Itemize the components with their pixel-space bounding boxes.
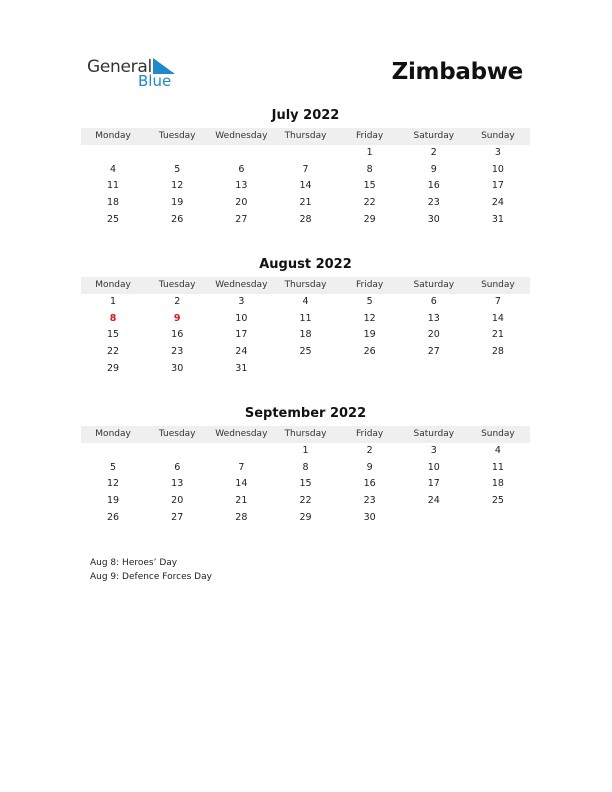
day-cell: 4: [494, 445, 501, 456]
day-cell: [402, 361, 466, 378]
day-cell: 18: [491, 478, 504, 490]
day-cell: 1: [366, 147, 373, 158]
week-row: [81, 344, 530, 361]
day-cell: [338, 361, 402, 378]
day-cell: 13: [235, 180, 248, 192]
day-cell: 6: [174, 461, 181, 473]
week-row: [81, 493, 530, 510]
day-cell: 10: [491, 163, 504, 175]
weekday-label: Sunday: [481, 280, 515, 290]
weekday-label: Saturday: [413, 429, 455, 439]
day-cell: [466, 510, 530, 527]
month-title: August 2022: [259, 257, 352, 272]
day-cell: 16: [427, 180, 440, 192]
day-cell: 10: [427, 461, 440, 473]
day-cell: 11: [299, 312, 312, 324]
weekday-label: Saturday: [413, 280, 455, 290]
day-cell: 28: [299, 213, 312, 225]
day-cell: 21: [491, 329, 504, 341]
day-cell: 21: [235, 495, 248, 507]
day-cell: 20: [171, 495, 184, 507]
day-cell: 7: [302, 163, 309, 175]
day-cell: 20: [235, 197, 248, 209]
week-row: [81, 476, 530, 493]
day-cell: 15: [107, 329, 120, 341]
day-cell: [81, 443, 145, 460]
day-cell: 9: [430, 163, 437, 175]
day-cell: 17: [235, 329, 248, 341]
day-cell: [145, 443, 209, 460]
weekday-label: Monday: [95, 280, 131, 290]
month-calendar: [81, 256, 530, 377]
day-cell: 14: [491, 312, 504, 324]
day-cell: 1: [302, 445, 309, 456]
day-cell: 16: [171, 329, 184, 341]
weekday-label: Thursday: [284, 280, 327, 290]
day-cell: 6: [430, 296, 437, 307]
weekday-header-row: [81, 128, 530, 145]
week-row: [81, 510, 530, 527]
day-cell: 19: [171, 197, 184, 209]
day-cell: 24: [427, 495, 440, 507]
day-cell: 22: [107, 346, 120, 358]
weekday-label: Monday: [95, 131, 131, 141]
day-cell: 11: [491, 461, 504, 473]
day-cell: 27: [235, 213, 248, 225]
weekday-header-row: [81, 277, 530, 294]
day-cell: 23: [427, 197, 440, 209]
day-cell: 30: [363, 511, 376, 523]
logo-blue-text: Blue: [138, 72, 172, 90]
weekday-label: Tuesday: [158, 131, 196, 141]
week-row: [81, 361, 530, 378]
week-row: [81, 195, 530, 212]
day-cell: 19: [363, 329, 376, 341]
weekday-label: Wednesday: [215, 429, 268, 439]
day-cell: 7: [238, 461, 245, 473]
day-cell: [209, 443, 273, 460]
weekday-label: Monday: [95, 429, 131, 439]
day-cell: 23: [363, 495, 376, 507]
day-cell: 15: [299, 478, 312, 490]
month-title: September 2022: [244, 406, 367, 421]
day-cell: 8: [366, 163, 373, 175]
day-cell: 31: [491, 213, 504, 225]
day-cell: 28: [235, 511, 248, 523]
day-cell: 13: [171, 478, 184, 490]
week-row: [81, 327, 530, 344]
day-cell: 6: [238, 163, 245, 175]
weekday-label: Wednesday: [215, 131, 268, 141]
weekday-label: Tuesday: [158, 429, 196, 439]
day-cell: 30: [427, 213, 440, 225]
day-cell: 3: [430, 445, 437, 456]
weekday-label: Tuesday: [158, 280, 196, 290]
day-cell: 7: [494, 296, 501, 307]
day-cell: 12: [171, 180, 184, 192]
day-cell: 25: [299, 346, 312, 358]
weekday-label: Thursday: [284, 131, 327, 141]
day-cell: [209, 145, 273, 162]
weekday-header-row: [81, 426, 530, 443]
day-cell: [273, 145, 337, 162]
country-title: Zimbabwe: [391, 59, 523, 85]
week-row: [81, 294, 530, 311]
day-cell: 28: [491, 346, 504, 358]
day-cell: 17: [491, 180, 504, 192]
day-cell: 22: [299, 495, 312, 507]
day-cell: 18: [107, 197, 120, 209]
day-cell: 12: [107, 478, 120, 490]
day-cell: 4: [110, 163, 117, 175]
day-cell: 25: [107, 213, 120, 225]
month-calendar: [81, 405, 530, 526]
day-cell: 26: [171, 213, 184, 225]
week-row: [81, 311, 530, 328]
day-cell: 2: [174, 296, 181, 307]
day-cell: 31: [235, 362, 248, 374]
day-cell: 12: [363, 312, 376, 324]
week-row: [81, 443, 530, 460]
day-cell: 22: [363, 197, 376, 209]
day-cell: 11: [107, 180, 120, 192]
day-cell: 2: [366, 445, 373, 456]
day-cell: 16: [363, 478, 376, 490]
day-cell: 2: [430, 147, 437, 158]
day-cell: 24: [491, 197, 504, 209]
day-cell: 29: [363, 213, 376, 225]
week-row: [81, 162, 530, 179]
weekday-label: Wednesday: [215, 280, 268, 290]
day-cell: 18: [299, 329, 312, 341]
week-row: [81, 178, 530, 195]
week-row: [81, 460, 530, 477]
day-cell: 1: [110, 296, 117, 307]
holiday-note: Aug 9: Defence Forces Day: [90, 572, 212, 582]
day-cell: 5: [174, 163, 181, 175]
day-cell: 8: [109, 312, 117, 324]
day-cell: 14: [235, 478, 248, 490]
weekday-label: Sunday: [481, 429, 515, 439]
day-cell: 27: [171, 511, 184, 523]
day-cell: 10: [235, 312, 248, 324]
day-cell: 9: [173, 312, 181, 324]
day-cell: 29: [299, 511, 312, 523]
day-cell: 5: [110, 461, 117, 473]
day-cell: 4: [302, 296, 309, 307]
day-cell: 27: [427, 346, 440, 358]
day-cell: 30: [171, 362, 184, 374]
day-cell: [402, 510, 466, 527]
week-row: [81, 145, 530, 162]
week-row: [81, 212, 530, 229]
weekday-label: Thursday: [284, 429, 327, 439]
day-cell: 19: [107, 495, 120, 507]
day-cell: 25: [491, 495, 504, 507]
day-cell: [81, 145, 145, 162]
weekday-label: Friday: [355, 280, 384, 290]
generalblue-logo: [87, 57, 187, 91]
day-cell: 29: [107, 362, 120, 374]
day-cell: [466, 361, 530, 378]
day-cell: 3: [238, 296, 245, 307]
month-title: July 2022: [271, 108, 340, 123]
weekday-label: Sunday: [481, 131, 515, 141]
day-cell: 17: [427, 478, 440, 490]
holiday-note: Aug 8: Heroes’ Day: [90, 558, 178, 568]
day-cell: 9: [366, 461, 373, 473]
weekday-label: Friday: [355, 131, 384, 141]
day-cell: 13: [427, 312, 440, 324]
day-cell: 26: [107, 511, 120, 523]
day-cell: 24: [235, 346, 248, 358]
day-cell: 21: [299, 197, 312, 209]
weekday-label: Friday: [355, 429, 384, 439]
day-cell: [145, 145, 209, 162]
logo-general-text: General: [87, 57, 152, 77]
day-cell: 14: [299, 180, 312, 192]
day-cell: 23: [171, 346, 184, 358]
holiday-notes: [90, 556, 212, 584]
weekday-label: Saturday: [413, 131, 455, 141]
month-calendar: [81, 107, 530, 228]
day-cell: 8: [302, 461, 309, 473]
day-cell: [273, 361, 337, 378]
day-cell: 15: [363, 180, 376, 192]
day-cell: 5: [366, 296, 373, 307]
day-cell: 20: [427, 329, 440, 341]
day-cell: 3: [494, 147, 501, 158]
day-cell: 26: [363, 346, 376, 358]
